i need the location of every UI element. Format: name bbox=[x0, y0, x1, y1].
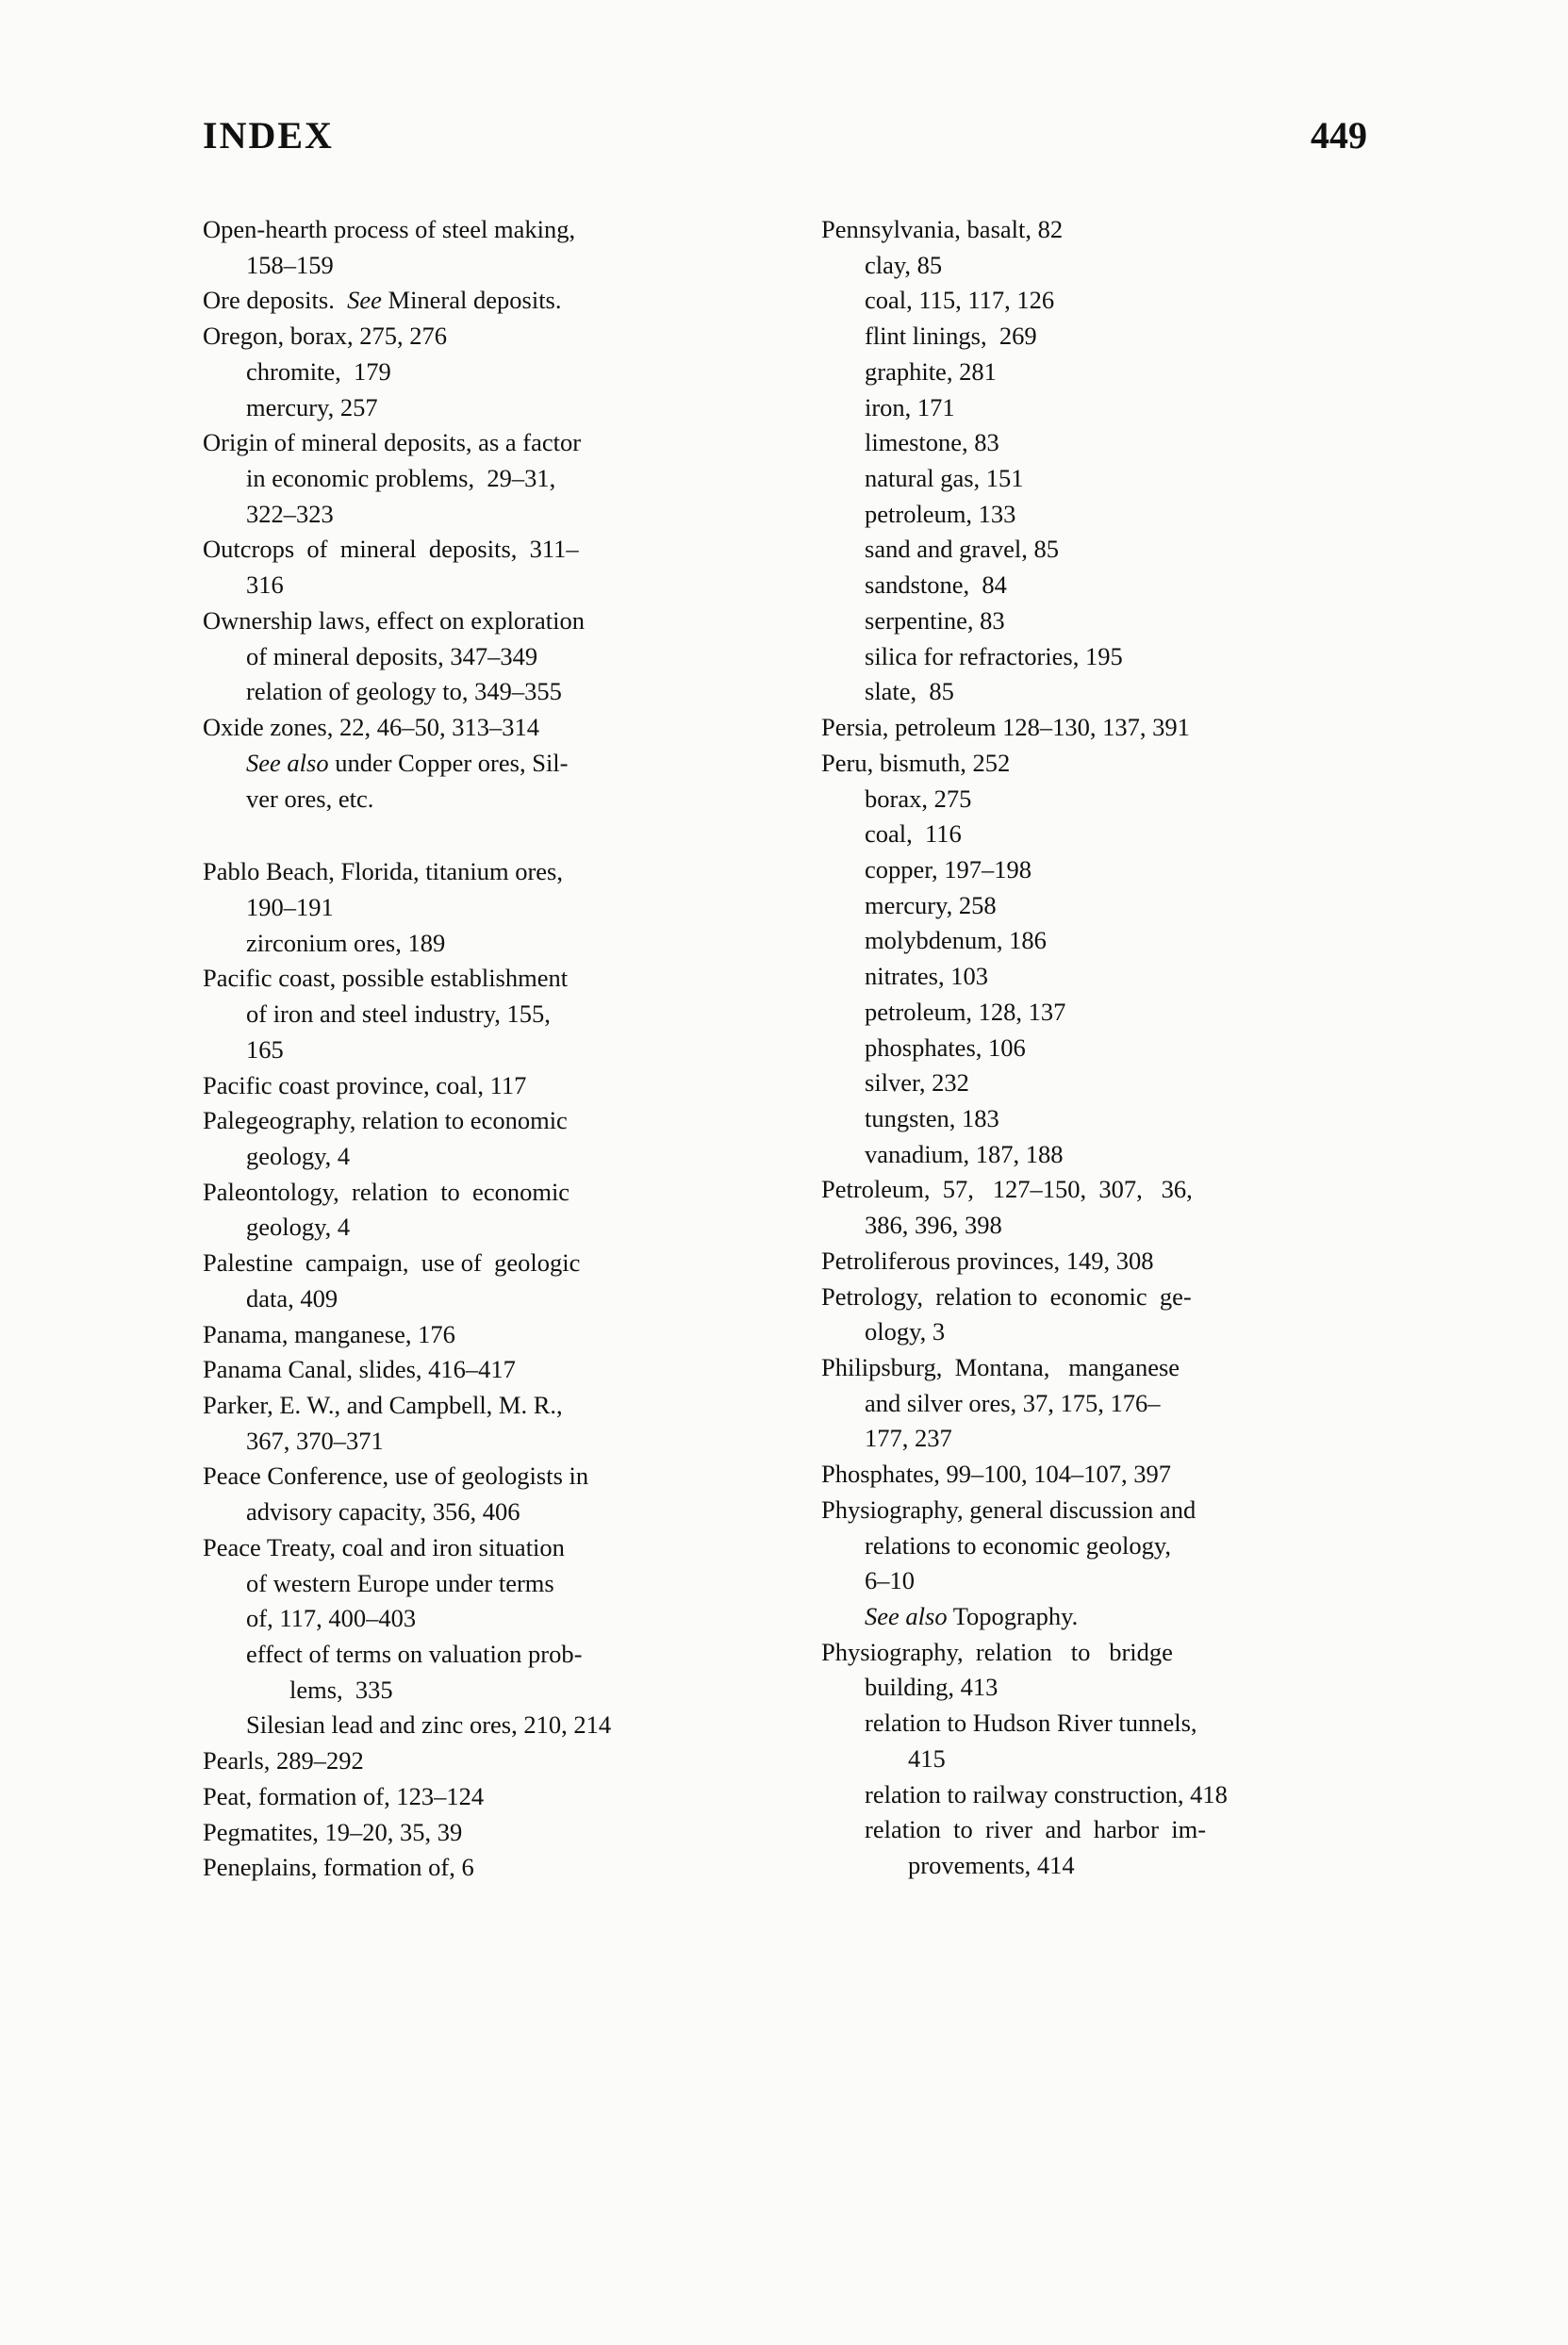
index-entry-line: flint linings, 269 bbox=[865, 322, 1037, 351]
index-entry-line: 316 bbox=[246, 570, 284, 600]
page-number: 449 bbox=[1311, 114, 1367, 157]
index-entry-line: Palegeography, relation to economic bbox=[203, 1106, 568, 1135]
index-entry-line: Pearls, 289–292 bbox=[203, 1746, 364, 1775]
index-entry-line: Ore deposits. See Mineral deposits. bbox=[203, 286, 562, 315]
index-entry-line: mercury, 258 bbox=[865, 890, 997, 919]
index-entry-line: Peace Conference, use of geologists in bbox=[203, 1461, 589, 1491]
index-entry-line: Outcrops of mineral deposits, 311– bbox=[203, 535, 579, 564]
index-entry-line: relation to railway construction, 418 bbox=[865, 1779, 1228, 1808]
index-entry-line: Peneplains, formation of, 6 bbox=[203, 1853, 474, 1882]
index-entry-line: serpentine, 83 bbox=[865, 605, 1005, 635]
index-entry-line: Paleontology, relation to economic bbox=[203, 1177, 570, 1206]
index-entry-line: petroleum, 133 bbox=[865, 499, 1016, 528]
index-entry-line: 367, 370–371 bbox=[246, 1426, 384, 1455]
index-entry-line: Petrology, relation to economic ge- bbox=[821, 1281, 1192, 1311]
index-entry-line: Panama, manganese, 176 bbox=[203, 1319, 455, 1348]
index-entry-line: Palestine campaign, use of geologic bbox=[203, 1248, 581, 1278]
index-entry-line: copper, 197–198 bbox=[865, 854, 1032, 884]
index-entry-line: of western Europe under terms bbox=[246, 1568, 554, 1597]
index-entry-line: relation to Hudson River tunnels, bbox=[865, 1709, 1197, 1738]
index-entry-line: nitrates, 103 bbox=[865, 962, 988, 991]
cross-reference-label: See also bbox=[865, 1602, 948, 1631]
index-entry-line: 177, 237 bbox=[865, 1424, 952, 1453]
index-entry-line: sand and gravel, 85 bbox=[865, 535, 1060, 564]
index-entry-line: silica for refractories, 195 bbox=[865, 641, 1123, 670]
index-entry-line: geology, 4 bbox=[246, 1141, 351, 1170]
index-entry-line: Pablo Beach, Florida, titanium ores, bbox=[203, 857, 563, 886]
index-entry-line: Pacific coast province, coal, 117 bbox=[203, 1070, 527, 1099]
index-entry-line: petroleum, 128, 137 bbox=[865, 997, 1066, 1026]
index-entry-line: limestone, 83 bbox=[865, 428, 999, 457]
index-entry-line: Petroleum, 57, 127–150, 307, 36, bbox=[821, 1175, 1193, 1204]
index-entry-line: Pennsylvania, basalt, 82 bbox=[821, 215, 1064, 243]
index-entry-line: in economic problems, 29–31, bbox=[246, 464, 556, 493]
index-entry-line: Silesian lead and zinc ores, 210, 214 bbox=[246, 1710, 612, 1740]
index-entry-line: Peru, bismuth, 252 bbox=[821, 748, 1011, 777]
page-title: INDEX bbox=[203, 114, 334, 157]
index-entry-line: clay, 85 bbox=[865, 250, 943, 279]
index-entry-line: coal, 115, 117, 126 bbox=[865, 286, 1055, 315]
index-entry-line: chromite, 179 bbox=[246, 356, 391, 386]
index-entry-line: Persia, petroleum 128–130, 137, 391 bbox=[821, 713, 1190, 742]
index-entry-line: geology, 4 bbox=[246, 1213, 351, 1242]
index-entry-line: Physiography, relation to bridge bbox=[821, 1637, 1173, 1666]
index-entry-line: borax, 275 bbox=[865, 784, 972, 813]
index-column-right bbox=[821, 212, 1381, 1886]
index-entry-line: Peat, formation of, 123–124 bbox=[203, 1781, 485, 1810]
index-entry-line: building, 413 bbox=[865, 1673, 999, 1702]
index-entry-line: See also Topography. bbox=[865, 1602, 1079, 1631]
index-entry-line: Open-hearth process of steel making, bbox=[203, 215, 576, 243]
index-entry-line: relation of geology to, 349–355 bbox=[246, 677, 562, 706]
index-entry-line: See also under Copper ores, Sil- bbox=[246, 748, 569, 777]
index-entry-line: zirconium ores, 189 bbox=[246, 928, 446, 957]
index-entry-line: Physiography, general discussion and bbox=[821, 1495, 1197, 1524]
index-entry-line: slate, 85 bbox=[865, 677, 954, 706]
index-entry-line: ver ores, etc. bbox=[246, 784, 374, 813]
index-entry-line: Peace Treaty, coal and iron situation bbox=[203, 1532, 565, 1561]
index-entry-line: 6–10 bbox=[865, 1566, 915, 1595]
index-entry-line: of mineral deposits, 347–349 bbox=[246, 641, 538, 670]
index-entry-line: Origin of mineral deposits, as a factor bbox=[203, 428, 582, 457]
index-entry-line: Pacific coast, possible establishment bbox=[203, 964, 569, 993]
index-entry-line: Pegmatites, 19–20, 35, 39 bbox=[203, 1817, 463, 1846]
index-entry-line: Parker, E. W., and Campbell, M. R., bbox=[203, 1391, 563, 1419]
index-entry-line: and silver ores, 37, 175, 176– bbox=[865, 1388, 1161, 1417]
page-header bbox=[203, 113, 1367, 157]
index-entry-line: 322–323 bbox=[246, 499, 334, 528]
index-entry-line: 415 bbox=[908, 1743, 946, 1773]
index-entry-line: relations to economic geology, bbox=[865, 1530, 1172, 1560]
index-entry-line: relation to river and harbor im- bbox=[865, 1815, 1207, 1844]
index-entry-line: sandstone, 84 bbox=[865, 570, 1007, 600]
index-entry-line: tungsten, 183 bbox=[865, 1103, 999, 1132]
index-entry-line: vanadium, 187, 188 bbox=[865, 1139, 1064, 1168]
index-entry-line: phosphates, 106 bbox=[865, 1032, 1026, 1062]
index-entry-line: 386, 396, 398 bbox=[865, 1211, 1002, 1240]
index-column-left bbox=[203, 212, 763, 1886]
index-entry-line: mercury, 257 bbox=[246, 392, 378, 421]
index-entry-line: effect of terms on valuation prob- bbox=[246, 1640, 583, 1669]
index-entry-line: Philipsburg, Montana, manganese bbox=[821, 1353, 1180, 1381]
entry-gap bbox=[203, 817, 763, 854]
index-entry-line: lems, 335 bbox=[289, 1675, 393, 1704]
index-entry-line: Panama Canal, slides, 416–417 bbox=[203, 1355, 516, 1384]
index-entry-line: of iron and steel industry, 155, bbox=[246, 999, 551, 1029]
index-columns bbox=[203, 212, 1381, 1886]
index-entry-line: molybdenum, 186 bbox=[865, 926, 1047, 955]
cross-reference-label: See bbox=[347, 286, 382, 315]
index-entry-line: of, 117, 400–403 bbox=[246, 1604, 417, 1633]
index-entry-line: Petroliferous provinces, 149, 308 bbox=[821, 1246, 1154, 1275]
index-entry-line: advisory capacity, 356, 406 bbox=[246, 1497, 520, 1527]
index-entry-line: iron, 171 bbox=[865, 392, 955, 421]
index-entry-line: coal, 116 bbox=[865, 819, 962, 849]
index-entry-line: ology, 3 bbox=[865, 1317, 946, 1346]
index-entry-line: provements, 414 bbox=[908, 1851, 1075, 1880]
index-entry-line: Phosphates, 99–100, 104–107, 397 bbox=[821, 1460, 1171, 1489]
index-entry-line: graphite, 281 bbox=[865, 356, 997, 386]
index-entry-line: Ownership laws, effect on exploration bbox=[203, 605, 585, 635]
index-entry-line: 190–191 bbox=[246, 892, 334, 921]
index-entry-line: Oregon, borax, 275, 276 bbox=[203, 322, 448, 351]
index-entry-line: data, 409 bbox=[246, 1283, 338, 1313]
index-entry-line: Oxide zones, 22, 46–50, 313–314 bbox=[203, 713, 539, 742]
index-entry-line: 158–159 bbox=[246, 250, 334, 279]
index-entry-line: 165 bbox=[246, 1034, 284, 1064]
index-entry-line: silver, 232 bbox=[865, 1068, 969, 1098]
cross-reference-label: See also bbox=[246, 748, 329, 777]
index-entry-line: natural gas, 151 bbox=[865, 464, 1024, 493]
